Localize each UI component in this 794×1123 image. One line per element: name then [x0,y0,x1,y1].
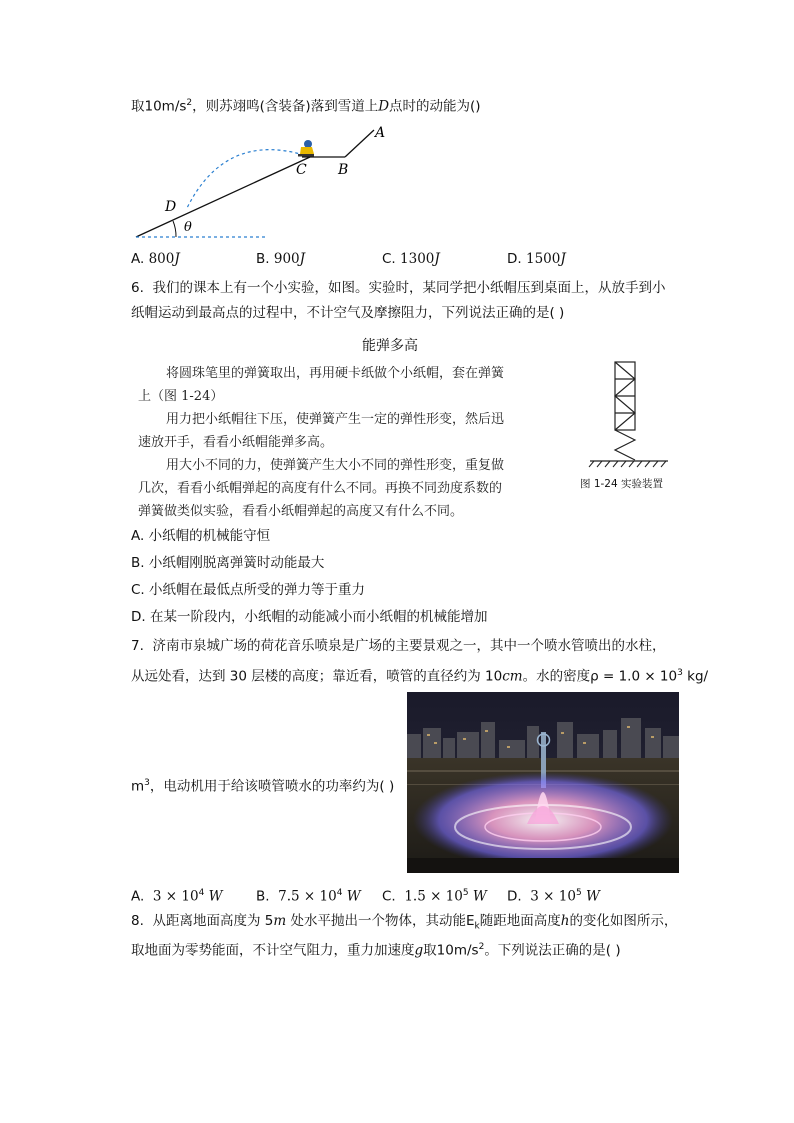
q7-option-c[interactable]: C. $1.5 \times 10^5$ W [382,888,487,905]
q5-stem-line: 取$10m/s^2$，则苏翊鸣(含装备)落到雪道上D点时的动能为() [131,98,481,115]
q6-stem-line2: 纸帽运动到最高点的过程中，不计空气及摩擦阻力，下列说法正确的是( ) [131,305,565,321]
ramp-line [345,130,374,157]
q6-option-a[interactable]: A. 小纸帽的机械能守恒 [131,528,271,544]
q5-option-a[interactable]: A. 800J [131,251,180,267]
label-A: A [375,125,386,141]
ski-slope-figure [130,120,400,245]
q6-option-b[interactable]: B. 小纸帽刚脱离弹簧时动能最大 [131,555,325,571]
fountain-photo [407,692,679,873]
label-C: C [296,162,307,178]
spring-apparatus-figure [586,358,672,470]
skier-icon [298,140,314,157]
q5-option-b[interactable]: B. 900J [256,251,306,267]
trajectory-dashed [187,150,304,208]
angle-arc [173,221,176,237]
label-B: B [338,162,349,178]
q5-option-c[interactable]: C. 1300J [382,251,440,267]
figure-caption: 图 1-24 实验装置 [580,478,664,490]
q7-option-b[interactable]: B. $7.5 \times 10^4$ W [256,888,361,905]
q8-stem-line2: 取地面为零势能面，不计空气阻力，重力加速度g取$10m/s^2$。下列说法正确的是( ) [131,942,621,959]
q7-stem-line2: 从远处看，达到 30 层楼的高度；靠近看，喷管的直径约为 10cm。水的密度$\rho = 1.0 \times 10^3$ kg/ [131,668,709,685]
q6-option-d[interactable]: D. 在某一阶段内，小纸帽的动能减小而小纸帽的机械能增加 [131,609,488,625]
fountain-photo-drawing [407,692,679,873]
q7-option-d[interactable]: D. $3 \times 10^5$ W [507,888,600,905]
q7-option-a[interactable]: A. $3 \times 10^4$ W [131,888,223,905]
q7-stem-line3: $m^3$，电动机用于给该喷管喷水的功率约为( ) [131,778,395,795]
q7-stem-line1: 7. 济南市泉城广场的荷花音乐喷泉是广场的主要景观之一，其中一个喷水管喷出的水柱， [131,638,666,654]
spring-exposed [615,430,635,460]
q5-option-d[interactable]: D. 1500J [507,251,566,267]
box-title: 能弹多高 [362,338,418,354]
box-text: 将圆珠笔里的弹簧取出，再用硬卡纸做个小纸帽，套在弹簧 上（图 1-24） 用力把小纸帽往下压，使弹簧产生一定的弹性形变，然后迅 速放开手，看看小纸帽能弹多高。 用大小不同的力，使弹簧产生大小不同的弹性形变，重复做 几次，看看小纸帽弹起的高度有什么不同。再换不同劲度系数的 弹簧做类似实验，看看小纸帽弹起的高度又有什么不同。 [138,366,505,519]
label-theta: θ [184,220,192,235]
q6-option-c[interactable]: C. 小纸帽在最低点所受的弹力等于重力 [131,582,366,598]
label-D: D [165,199,177,215]
q6-stem-line1: 6. 我们的课本上有一个小实验，如图。实验时，某同学把小纸帽压到桌面上，从放手到小 [131,280,666,296]
slope-line [136,157,310,237]
q8-stem-line1: 8. 从距离地面高度为 5m 处水平抛出一个物体，其动能$E_k$随距地面高度h的变化如图所示， [131,913,678,932]
